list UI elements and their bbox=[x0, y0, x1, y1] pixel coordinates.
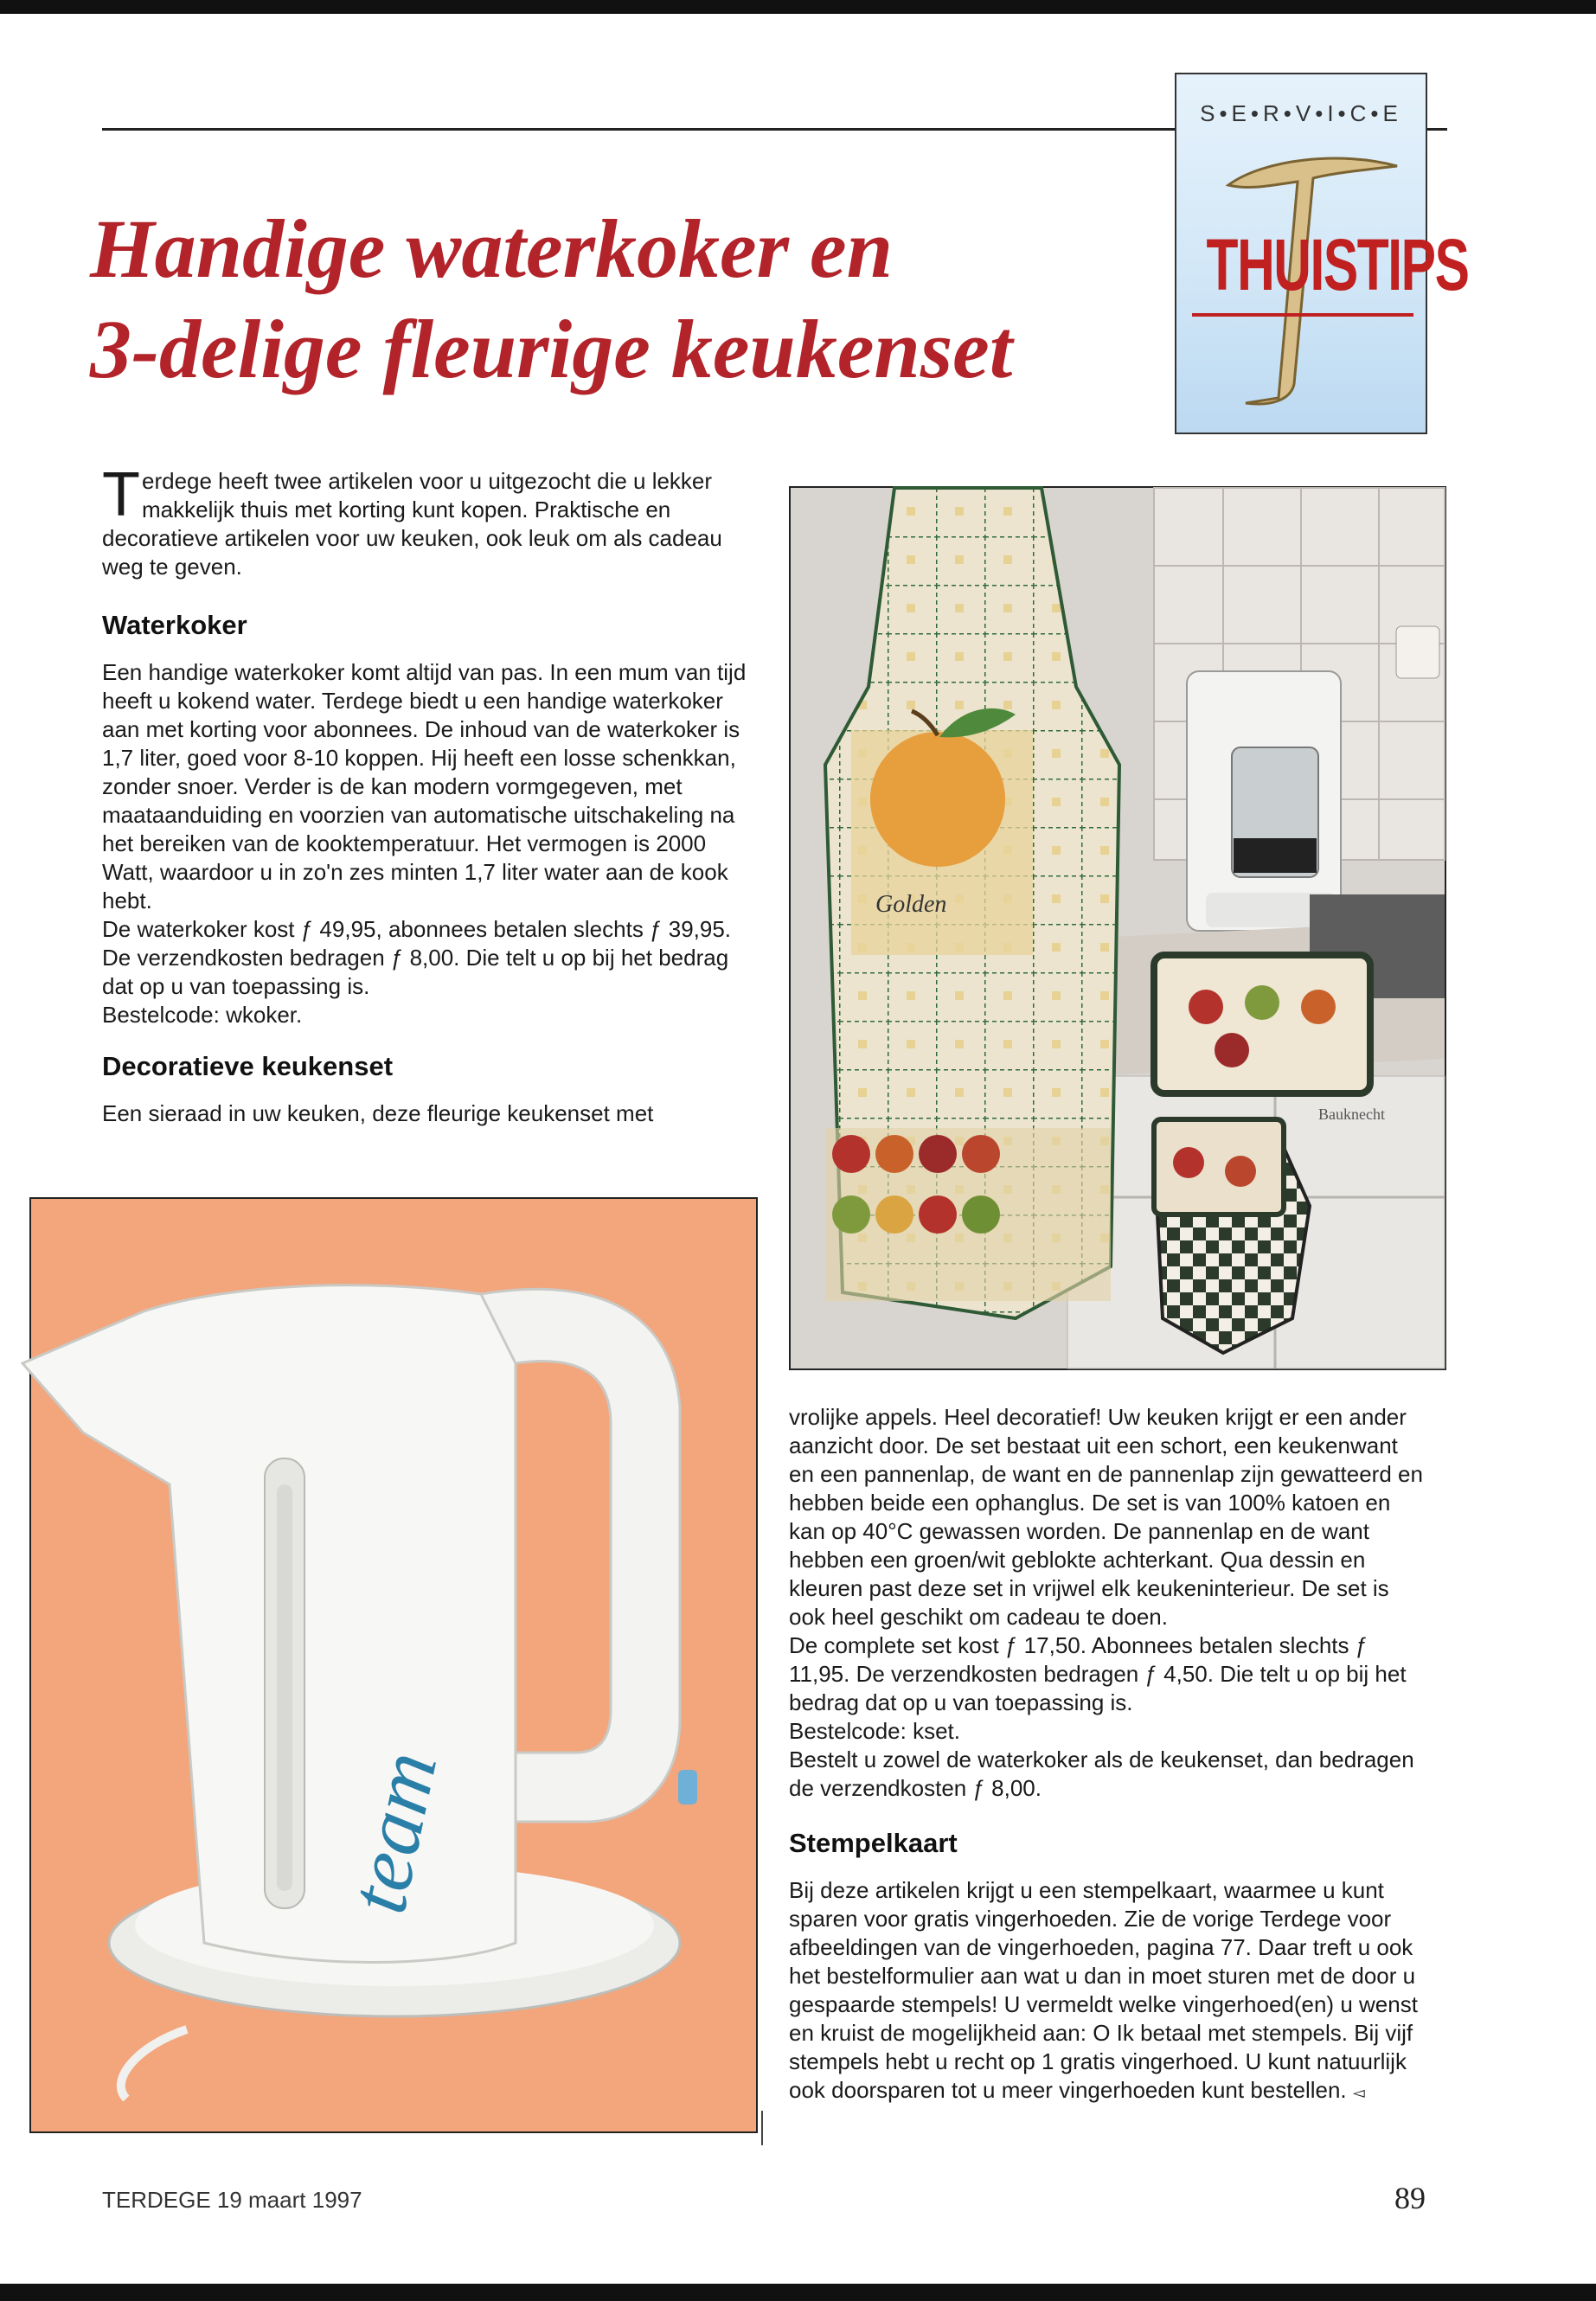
keukenset-photo bbox=[789, 486, 1446, 1370]
left-column bbox=[102, 460, 760, 1128]
intro-paragraph bbox=[102, 460, 760, 581]
waterkoker-heading: Waterkoker bbox=[102, 610, 247, 640]
keukenset-price: De complete set kost ƒ 17,50. Abonnees betalen slechts ƒ 11,95. De verzendkosten bedragen ƒ 4,50. Die telt u op bij het bedrag dat op u van toepassing is. bbox=[789, 1632, 1407, 1715]
kettle-brand-label: team bbox=[330, 1743, 455, 1921]
pot-holder-icon bbox=[1154, 955, 1370, 1093]
intro-text: erdege heeft twee artikelen voor u uitgezocht die u lekker makkelijk thuis met korting kunt kopen. Praktische en decoratieve artikelen voor uw keuken, ook leuk om als cadeau weg te geven. bbox=[102, 468, 722, 580]
top-edge-bar bbox=[0, 0, 1596, 14]
keukenset-code: Bestelcode: kset. bbox=[789, 1718, 960, 1744]
keukenset-photo-illustration bbox=[791, 488, 1445, 1368]
title-line-2: 3-delige fleurige keukenset bbox=[90, 303, 1013, 395]
waterkoker-photo bbox=[29, 1197, 758, 2133]
waterkoker-price: De waterkoker kost ƒ 49,95, abonnees betalen slechts ƒ 39,95. De verzendkosten bedragen ƒ 8,00. Die telt u op bij het bedrag dat op u van toepassing is. bbox=[102, 916, 732, 999]
hob-brand-label: Bauknecht bbox=[1318, 1106, 1385, 1123]
oven-mitt-icon bbox=[1154, 1119, 1310, 1353]
article-title bbox=[90, 199, 1085, 400]
footer-publication: TERDEGE 19 maart 1997 bbox=[102, 2187, 362, 2213]
badge-wordmark: THUISTIPS bbox=[1206, 224, 1469, 305]
apron-apple-row bbox=[825, 1128, 1111, 1301]
badge-service-label: S•E•R•V•I•C•E bbox=[1200, 100, 1402, 126]
page-number: 89 bbox=[1394, 2181, 1426, 2215]
waterkoker-photo-illustration bbox=[31, 1199, 756, 2131]
right-column bbox=[789, 1403, 1429, 2107]
column-divider bbox=[761, 2111, 763, 2145]
end-mark-icon: ◅ bbox=[1352, 2084, 1365, 2101]
apron-label: Golden bbox=[875, 891, 947, 918]
bottom-edge-bar bbox=[0, 2284, 1596, 2301]
coffee-maker-icon bbox=[1187, 671, 1341, 931]
keukenset-heading: Decoratieve keukenset bbox=[102, 1051, 394, 1081]
title-line-1: Handige waterkoker en bbox=[90, 202, 893, 295]
waterkoker-code: Bestelcode: wkoker. bbox=[102, 1002, 303, 1028]
stempelkaart-body bbox=[789, 1876, 1429, 2107]
stempelkaart-text: Bij deze artikelen krijgt u een stempelkaart, waarmee u kunt sparen voor gratis vingerhoeden. Zie de vorige Terdege voor afbeeldingen van de vingerhoeden, pagina 77. Daar treft u ook het bestelformulier aan wat u dan in moet sturen met de door u gespaarde stempels! U vermeldt welke vingerhoed(en) u wenst en kruist de mogelijkheid aan: O Ik betaal met stempels. Bij vijf stempels hebt u recht op 1 gratis vingerhoed. U kunt natuurlijk ook doorsparen tot u meer vingerhoeden kunt bestellen. bbox=[789, 1877, 1418, 2103]
stempelkaart-heading: Stempelkaart bbox=[789, 1828, 958, 1858]
waterkoker-body: Een handige waterkoker komt altijd van pas. In een mum van tijd heeft u kokend water. Terdege biedt u een handige waterkoker aan met korting voor abonnees. De inhoud van de waterkoker is 1,7 liter, goed voor 8-10 koppen. Hij heeft een losse schenkkan, zonder snoer. Verder is de kan modern vormgegeven, met maataanduiding en voorzien van automatische uitschakeling na het bereiken van de kooktemperatuur. Het vermogen is 2000 Watt, waardoor u in zo'n zes minten 1,7 liter water aan de kook hebt. bbox=[102, 659, 747, 913]
keukenset-body-start: Een sieraad in uw keuken, deze fleurige keukenset met bbox=[102, 1100, 654, 1126]
keukenset-combo: Bestelt u zowel de waterkoker als de keukenset, dan bedragen de verzendkosten ƒ 8,00. bbox=[789, 1747, 1414, 1801]
badge-underline bbox=[1192, 313, 1413, 317]
intro-dropcap: T bbox=[102, 460, 140, 529]
thuistips-badge bbox=[1175, 73, 1469, 434]
keukenset-body-cont: vrolijke appels. Heel decoratief! Uw keuken krijgt er een ander aanzicht door. De set bestaat uit een schort, een keukenwant en een pannenlap, de want en de pannenlap zijn gewatteerd en hebben beide een ophanglus. De set is van 100% katoen en kan op 40°C gewassen worden. De pannenlap en de want hebben een groen/wit geblokte achterkant. Qua dessin en kleuren past deze set in vrijwel elk keukeninterieur. De set is ook heel geschikt om cadeau te doen. bbox=[789, 1404, 1423, 1630]
